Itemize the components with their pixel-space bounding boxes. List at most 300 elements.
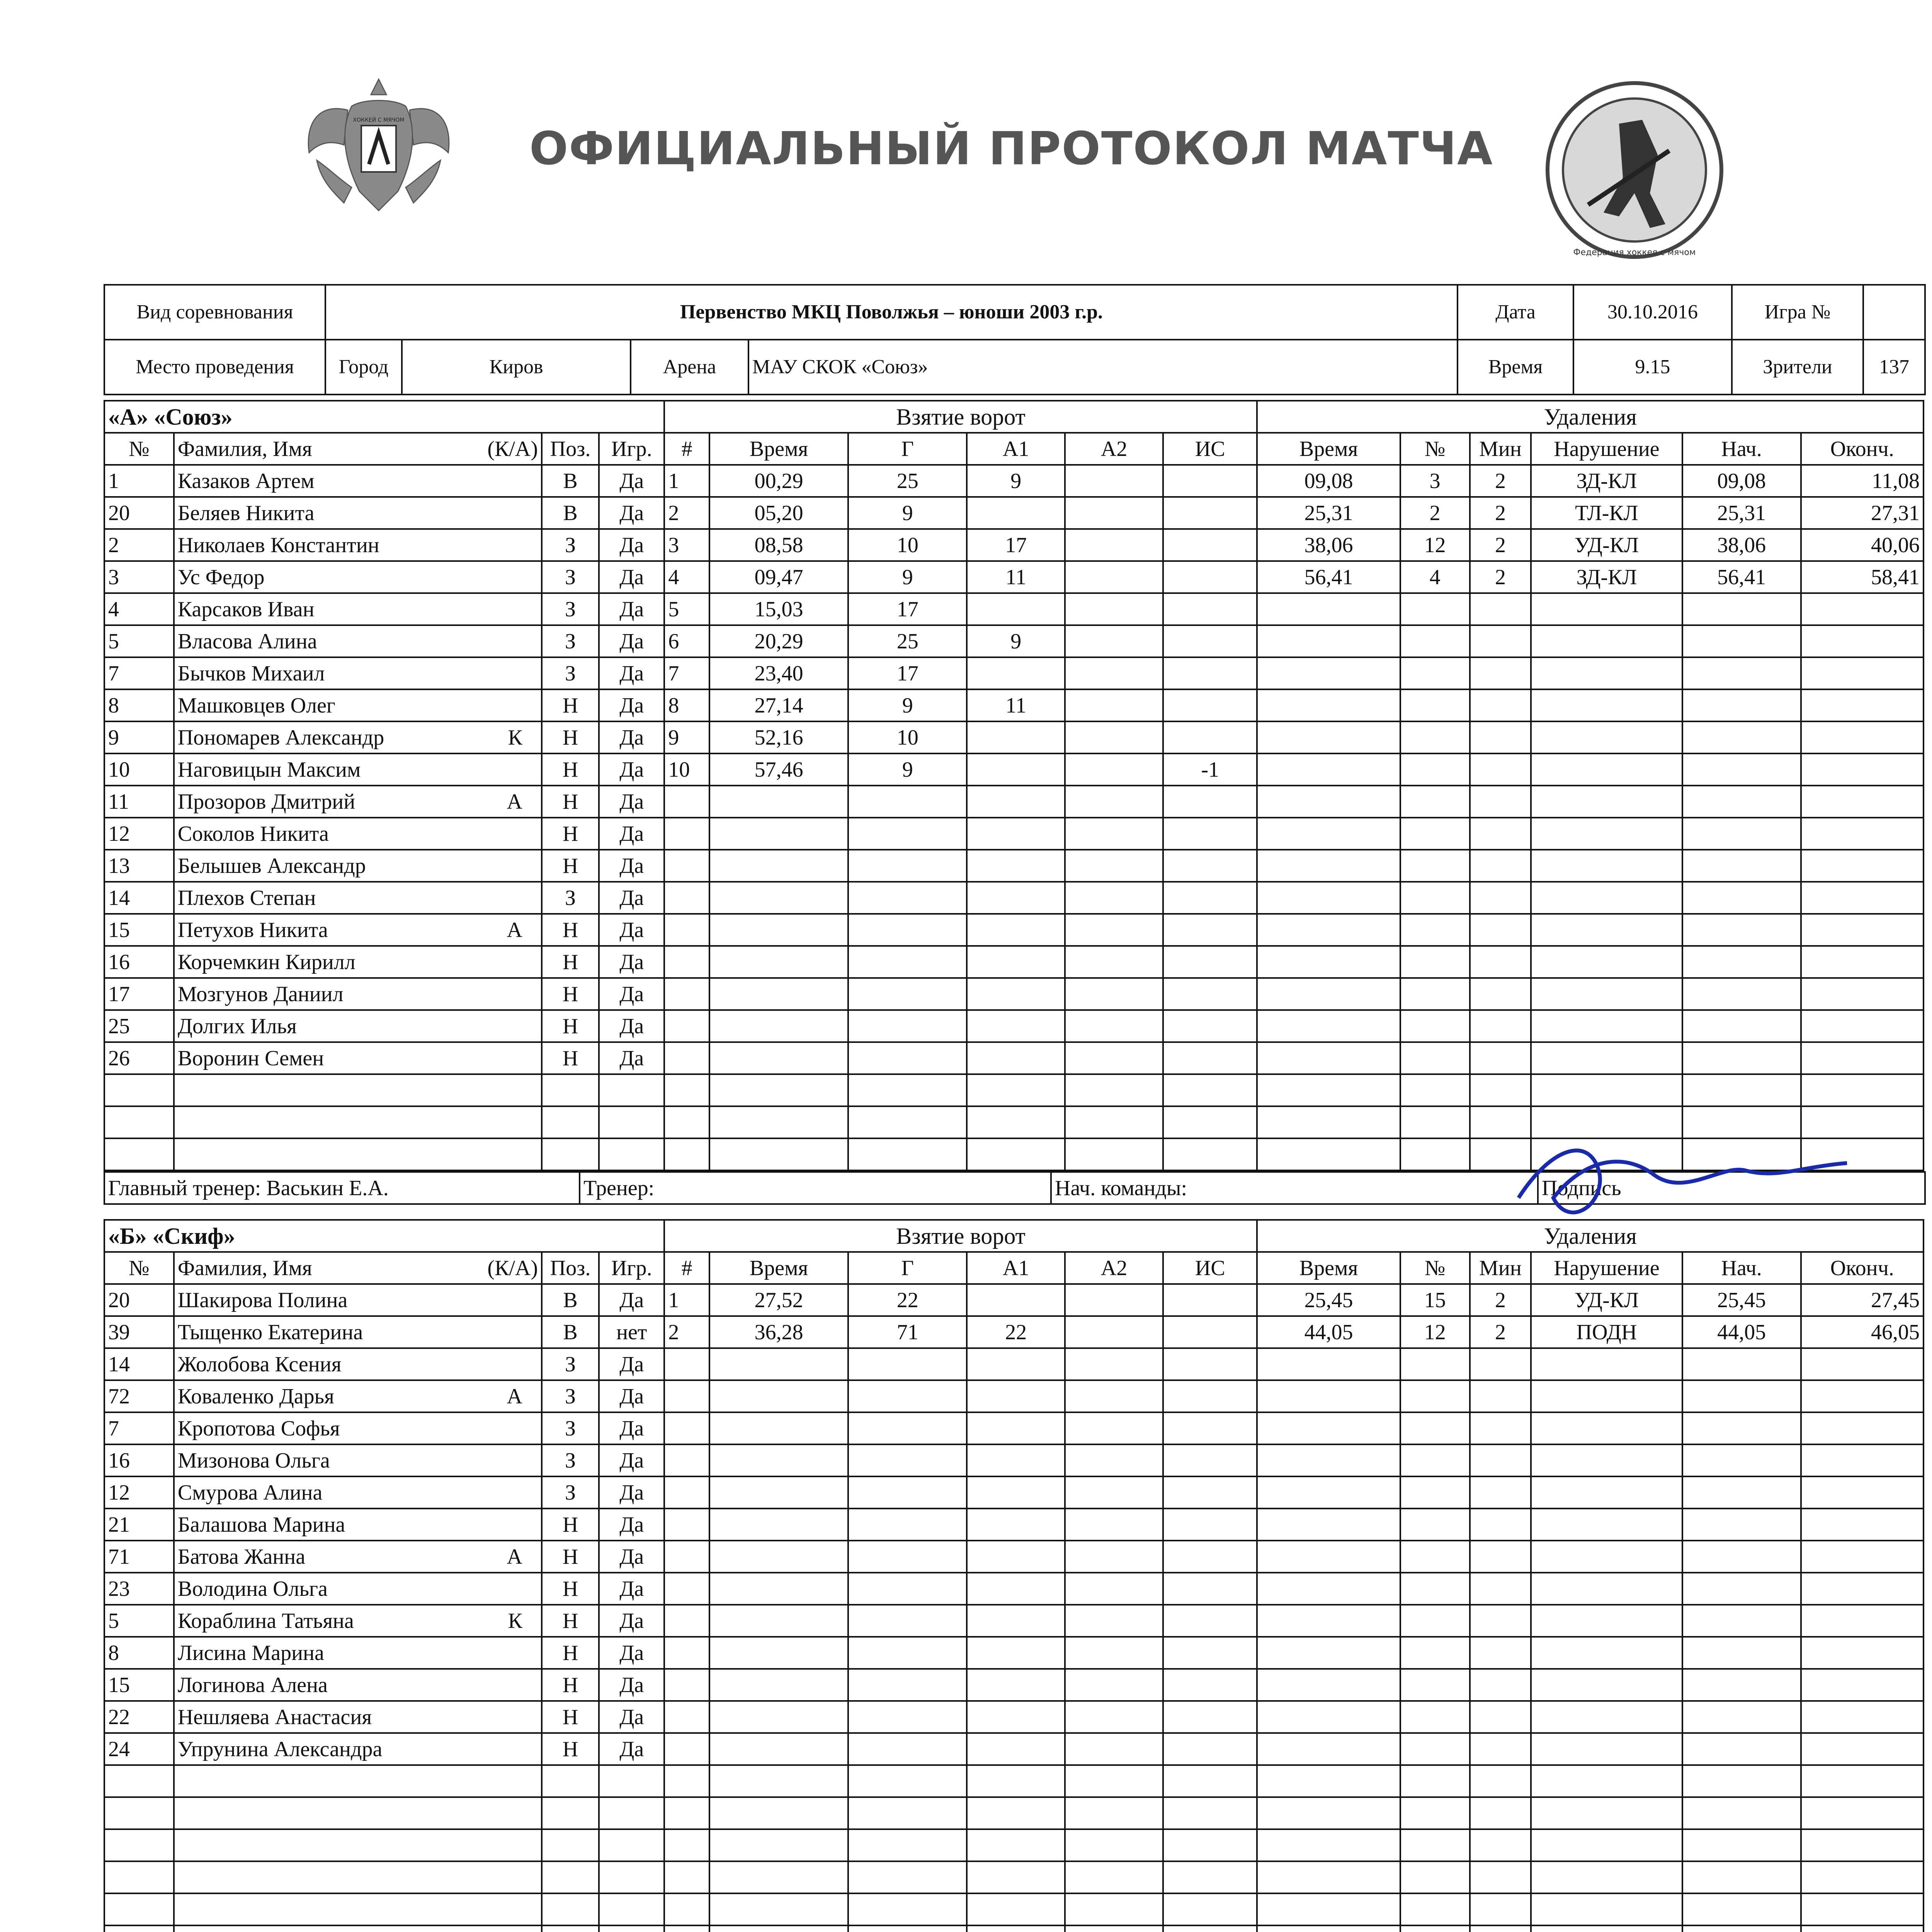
goal-situation bbox=[1163, 1010, 1257, 1042]
penalty-start: 25,31 bbox=[1682, 497, 1801, 529]
player-name bbox=[174, 1861, 542, 1893]
penalty-time: 44,05 bbox=[1257, 1316, 1400, 1348]
arena-label: Арена bbox=[631, 340, 748, 395]
goal-assist-2 bbox=[1065, 465, 1163, 497]
goal-time bbox=[709, 1925, 849, 1932]
penalty-player bbox=[1400, 1412, 1470, 1444]
col-goal-is: ИС bbox=[1163, 1252, 1257, 1284]
col-pen-start: Нач. bbox=[1682, 1252, 1801, 1284]
goal-num bbox=[664, 818, 709, 850]
penalty-player bbox=[1400, 1605, 1470, 1637]
player-pos bbox=[542, 1925, 599, 1932]
team-a-signature-scribble bbox=[1507, 1128, 1855, 1244]
goal-situation bbox=[1163, 1509, 1257, 1541]
penalty-start bbox=[1682, 1893, 1801, 1925]
penalty-violation bbox=[1531, 914, 1682, 946]
col-pen-time: Время bbox=[1257, 433, 1400, 465]
penalty-end: 40,06 bbox=[1801, 529, 1923, 561]
col-num: № bbox=[104, 433, 174, 465]
goal-assist-2 bbox=[1065, 850, 1163, 882]
penalty-minutes: 2 bbox=[1470, 1316, 1531, 1348]
goal-time bbox=[709, 882, 849, 914]
goal-situation bbox=[1163, 978, 1257, 1010]
penalty-time bbox=[1257, 689, 1400, 721]
penalty-minutes bbox=[1470, 946, 1531, 978]
goal-assist-2 bbox=[1065, 1380, 1163, 1412]
penalty-player bbox=[1400, 818, 1470, 850]
player-name: Соколов Никита bbox=[174, 818, 542, 850]
goal-assist-2 bbox=[1065, 1074, 1163, 1106]
penalty-player bbox=[1400, 1733, 1470, 1765]
player-played: Да bbox=[599, 1476, 664, 1509]
goal-assist-1 bbox=[967, 946, 1065, 978]
player-name: Ус Федор bbox=[174, 561, 542, 593]
goal-num bbox=[664, 1074, 709, 1106]
penalty-minutes bbox=[1470, 1348, 1531, 1380]
player-name bbox=[174, 1925, 542, 1932]
goal-assist-2 bbox=[1065, 561, 1163, 593]
goal-assist-1 bbox=[967, 1925, 1065, 1932]
player-num bbox=[104, 1106, 174, 1138]
goal-assist-1 bbox=[967, 1509, 1065, 1541]
goal-assist-1: 11 bbox=[967, 561, 1065, 593]
player-played bbox=[599, 1138, 664, 1170]
player-name: Логинова Алена bbox=[174, 1669, 542, 1701]
goal-situation bbox=[1163, 1733, 1257, 1765]
goal-situation bbox=[1163, 946, 1257, 978]
goal-num bbox=[664, 914, 709, 946]
goal-num bbox=[664, 1380, 709, 1412]
goal-assist-2 bbox=[1065, 625, 1163, 657]
goal-scorer bbox=[848, 882, 967, 914]
player-pos: З bbox=[542, 561, 599, 593]
goal-assist-1 bbox=[967, 593, 1065, 625]
goal-num bbox=[664, 1573, 709, 1605]
goal-num bbox=[664, 1138, 709, 1170]
player-name: Власова Алина bbox=[174, 625, 542, 657]
player-num: 3 bbox=[104, 561, 174, 593]
goal-scorer bbox=[848, 850, 967, 882]
player-pos: Н bbox=[542, 1573, 599, 1605]
penalty-player bbox=[1400, 1861, 1470, 1893]
goal-scorer bbox=[848, 1861, 967, 1893]
penalty-start bbox=[1682, 1701, 1801, 1733]
player-played: Да bbox=[599, 1348, 664, 1380]
goal-assist-1 bbox=[967, 1637, 1065, 1669]
goal-assist-1 bbox=[967, 1138, 1065, 1170]
player-num: 12 bbox=[104, 818, 174, 850]
col-goal-a2: А2 bbox=[1065, 433, 1163, 465]
col-goal-a2: А2 bbox=[1065, 1252, 1163, 1284]
goal-scorer: 71 bbox=[848, 1316, 967, 1348]
player-played: Да bbox=[599, 1605, 664, 1637]
goal-scorer bbox=[848, 1573, 967, 1605]
penalty-player bbox=[1400, 721, 1470, 753]
table-row bbox=[104, 1637, 1923, 1669]
penalty-player bbox=[1400, 786, 1470, 818]
goal-situation bbox=[1163, 689, 1257, 721]
player-played: Да bbox=[599, 689, 664, 721]
penalty-violation bbox=[1531, 689, 1682, 721]
goal-time: 20,29 bbox=[709, 625, 849, 657]
player-pos bbox=[542, 1861, 599, 1893]
penalty-minutes bbox=[1470, 657, 1531, 689]
penalty-player bbox=[1400, 1541, 1470, 1573]
goal-num: 5 bbox=[664, 593, 709, 625]
player-name: Прозоров Дмитрий А bbox=[174, 786, 542, 818]
penalty-minutes bbox=[1470, 1605, 1531, 1637]
goal-assist-2 bbox=[1065, 1541, 1163, 1573]
penalty-time bbox=[1257, 914, 1400, 946]
goal-assist-2 bbox=[1065, 1138, 1163, 1170]
player-pos: Н bbox=[542, 1733, 599, 1765]
col-pen-min: Мин bbox=[1470, 433, 1531, 465]
goal-assist-1 bbox=[967, 497, 1065, 529]
table-row bbox=[104, 1042, 1923, 1074]
penalty-start bbox=[1682, 1380, 1801, 1412]
goal-time bbox=[709, 1573, 849, 1605]
table-row bbox=[104, 1765, 1923, 1797]
table-row bbox=[104, 978, 1923, 1010]
player-num: 11 bbox=[104, 786, 174, 818]
table-row bbox=[104, 1476, 1923, 1509]
goal-scorer bbox=[848, 1893, 967, 1925]
goal-situation bbox=[1163, 818, 1257, 850]
goal-assist-1 bbox=[967, 850, 1065, 882]
penalty-end bbox=[1801, 593, 1923, 625]
table-row bbox=[104, 1925, 1923, 1932]
table-row bbox=[104, 1573, 1923, 1605]
penalty-time bbox=[1257, 625, 1400, 657]
penalty-violation bbox=[1531, 753, 1682, 786]
penalty-time bbox=[1257, 1605, 1400, 1637]
penalty-start: 44,05 bbox=[1682, 1316, 1801, 1348]
penalty-end bbox=[1801, 1605, 1923, 1637]
penalty-player bbox=[1400, 1765, 1470, 1797]
penalty-minutes bbox=[1470, 625, 1531, 657]
player-played: Да bbox=[599, 721, 664, 753]
goal-num: 6 bbox=[664, 625, 709, 657]
goal-assist-1: 22 bbox=[967, 1316, 1065, 1348]
goal-scorer bbox=[848, 1829, 967, 1861]
player-name bbox=[174, 1074, 542, 1106]
player-num: 20 bbox=[104, 497, 174, 529]
penalty-end bbox=[1801, 1042, 1923, 1074]
penalty-time bbox=[1257, 1861, 1400, 1893]
penalty-time bbox=[1257, 1541, 1400, 1573]
table-row bbox=[104, 914, 1923, 946]
table-row bbox=[104, 1541, 1923, 1573]
player-played: Да bbox=[599, 753, 664, 786]
penalty-minutes bbox=[1470, 593, 1531, 625]
goal-assist-2 bbox=[1065, 1797, 1163, 1829]
player-num: 23 bbox=[104, 1573, 174, 1605]
penalty-player bbox=[1400, 1074, 1470, 1106]
penalty-violation bbox=[1531, 721, 1682, 753]
player-pos bbox=[542, 1765, 599, 1797]
penalty-time bbox=[1257, 1010, 1400, 1042]
goal-situation bbox=[1163, 1637, 1257, 1669]
penalty-start bbox=[1682, 1573, 1801, 1605]
goal-assist-2 bbox=[1065, 689, 1163, 721]
penalty-time: 09,08 bbox=[1257, 465, 1400, 497]
goal-time bbox=[709, 1861, 849, 1893]
penalty-minutes: 2 bbox=[1470, 561, 1531, 593]
penalty-player bbox=[1400, 689, 1470, 721]
goal-time: 27,52 bbox=[709, 1284, 849, 1316]
goal-num: 1 bbox=[664, 465, 709, 497]
player-pos bbox=[542, 1797, 599, 1829]
goal-time: 27,14 bbox=[709, 689, 849, 721]
penalty-end bbox=[1801, 689, 1923, 721]
table-row bbox=[104, 689, 1923, 721]
penalty-end bbox=[1801, 1701, 1923, 1733]
goal-num: 4 bbox=[664, 561, 709, 593]
penalty-end bbox=[1801, 1861, 1923, 1893]
col-goal-g: Г bbox=[848, 433, 967, 465]
goal-situation bbox=[1163, 1444, 1257, 1476]
goal-time bbox=[709, 1541, 849, 1573]
penalty-end bbox=[1801, 1380, 1923, 1412]
player-num bbox=[104, 1765, 174, 1797]
table-row bbox=[104, 1829, 1923, 1861]
goal-scorer bbox=[848, 1476, 967, 1509]
player-name: Бычков Михаил bbox=[174, 657, 542, 689]
penalty-minutes bbox=[1470, 1637, 1531, 1669]
player-played bbox=[599, 1797, 664, 1829]
goal-situation bbox=[1163, 1861, 1257, 1893]
player-num: 2 bbox=[104, 529, 174, 561]
penalty-player bbox=[1400, 1893, 1470, 1925]
player-name bbox=[174, 1138, 542, 1170]
penalty-start: 38,06 bbox=[1682, 529, 1801, 561]
goal-scorer bbox=[848, 1106, 967, 1138]
penalty-player bbox=[1400, 1925, 1470, 1932]
table-row bbox=[104, 1412, 1923, 1444]
col-goal-num: # bbox=[664, 433, 709, 465]
table-row bbox=[104, 1861, 1923, 1893]
goal-time bbox=[709, 946, 849, 978]
goal-assist-2 bbox=[1065, 946, 1163, 978]
penalty-minutes bbox=[1470, 1765, 1531, 1797]
penalty-minutes bbox=[1470, 1444, 1531, 1476]
goal-assist-1 bbox=[967, 1765, 1065, 1797]
penalty-time bbox=[1257, 1829, 1400, 1861]
goal-assist-1 bbox=[967, 978, 1065, 1010]
player-pos: Н bbox=[542, 1541, 599, 1573]
player-played: Да bbox=[599, 946, 664, 978]
goal-assist-2 bbox=[1065, 1573, 1163, 1605]
col-pen-violation: Нарушение bbox=[1531, 1252, 1682, 1284]
bandy-federation-logo bbox=[1542, 77, 1727, 263]
logo-left-text: ХОККЕЙ С МЯЧОМ bbox=[353, 117, 405, 123]
goal-assist-2 bbox=[1065, 1637, 1163, 1669]
penalty-violation bbox=[1531, 1765, 1682, 1797]
col-goal-time: Время bbox=[709, 433, 849, 465]
penalty-minutes bbox=[1470, 978, 1531, 1010]
player-name: Тыщенко Екатерина bbox=[174, 1316, 542, 1348]
goal-time bbox=[709, 1476, 849, 1509]
goal-num bbox=[664, 1348, 709, 1380]
penalty-time bbox=[1257, 593, 1400, 625]
penalty-time bbox=[1257, 1893, 1400, 1925]
penalty-minutes bbox=[1470, 818, 1531, 850]
goal-assist-1 bbox=[967, 1669, 1065, 1701]
penalty-player: 12 bbox=[1400, 1316, 1470, 1348]
penalty-end bbox=[1801, 978, 1923, 1010]
goal-num: 2 bbox=[664, 1316, 709, 1348]
player-name: Смурова Алина bbox=[174, 1476, 542, 1509]
goal-scorer: 25 bbox=[848, 465, 967, 497]
goal-time bbox=[709, 1380, 849, 1412]
penalty-player bbox=[1400, 1106, 1470, 1138]
goal-situation bbox=[1163, 1042, 1257, 1074]
penalty-start bbox=[1682, 1765, 1801, 1797]
table-row bbox=[104, 529, 1923, 561]
goal-assist-2 bbox=[1065, 1476, 1163, 1509]
goal-scorer bbox=[848, 1412, 967, 1444]
goal-num bbox=[664, 1701, 709, 1733]
penalty-minutes bbox=[1470, 753, 1531, 786]
goal-assist-2 bbox=[1065, 721, 1163, 753]
penalty-start bbox=[1682, 1476, 1801, 1509]
player-name bbox=[174, 1765, 542, 1797]
player-num: 7 bbox=[104, 657, 174, 689]
penalty-player bbox=[1400, 1509, 1470, 1541]
player-name: Кораблина Татьяна К bbox=[174, 1605, 542, 1637]
player-name: Корчемкин Кирилл bbox=[174, 946, 542, 978]
player-pos: В bbox=[542, 497, 599, 529]
goal-assist-1 bbox=[967, 1605, 1065, 1637]
penalty-violation bbox=[1531, 1733, 1682, 1765]
goal-assist-2 bbox=[1065, 1861, 1163, 1893]
goal-scorer: 10 bbox=[848, 721, 967, 753]
player-played: Да bbox=[599, 1380, 664, 1412]
player-num: 21 bbox=[104, 1509, 174, 1541]
player-name bbox=[174, 1106, 542, 1138]
penalty-minutes bbox=[1470, 1669, 1531, 1701]
penalty-minutes bbox=[1470, 1509, 1531, 1541]
penalty-end bbox=[1801, 1829, 1923, 1861]
player-pos bbox=[542, 1893, 599, 1925]
goal-assist-1 bbox=[967, 1284, 1065, 1316]
goal-assist-1 bbox=[967, 1010, 1065, 1042]
penalty-time bbox=[1257, 1925, 1400, 1932]
spectators-label: Зрители bbox=[1732, 340, 1863, 395]
player-pos: З bbox=[542, 529, 599, 561]
player-pos: Н bbox=[542, 786, 599, 818]
penalty-violation: ТЛ-КЛ bbox=[1531, 497, 1682, 529]
player-played: Да bbox=[599, 1412, 664, 1444]
date-value: 30.10.2016 bbox=[1573, 285, 1732, 340]
player-pos: Н bbox=[542, 914, 599, 946]
goal-num: 1 bbox=[664, 1284, 709, 1316]
goal-assist-1 bbox=[967, 721, 1065, 753]
penalty-time bbox=[1257, 1669, 1400, 1701]
col-pen-num: № bbox=[1400, 433, 1470, 465]
penalty-time bbox=[1257, 753, 1400, 786]
goal-time: 36,28 bbox=[709, 1316, 849, 1348]
col-pos: Поз. bbox=[542, 433, 599, 465]
goal-situation bbox=[1163, 1701, 1257, 1733]
goal-time: 09,47 bbox=[709, 561, 849, 593]
team-a-chief: Нач. команды: bbox=[1051, 1172, 1538, 1204]
goal-time bbox=[709, 1829, 849, 1861]
goal-scorer: 9 bbox=[848, 689, 967, 721]
penalty-end bbox=[1801, 1476, 1923, 1509]
player-num: 24 bbox=[104, 1733, 174, 1765]
col-pen-num: № bbox=[1400, 1252, 1470, 1284]
penalty-time bbox=[1257, 850, 1400, 882]
penalty-time bbox=[1257, 1412, 1400, 1444]
goal-assist-2 bbox=[1065, 1669, 1163, 1701]
spectators-value: 137 bbox=[1863, 340, 1925, 395]
penalty-time bbox=[1257, 882, 1400, 914]
goal-num bbox=[664, 1893, 709, 1925]
table-row bbox=[104, 753, 1923, 786]
player-pos: В bbox=[542, 1284, 599, 1316]
player-num bbox=[104, 1797, 174, 1829]
player-pos bbox=[542, 1829, 599, 1861]
player-played: Да bbox=[599, 1010, 664, 1042]
penalty-start bbox=[1682, 914, 1801, 946]
penalty-player: 4 bbox=[1400, 561, 1470, 593]
penalty-end bbox=[1801, 850, 1923, 882]
player-played: Да bbox=[599, 1541, 664, 1573]
player-pos: В bbox=[542, 465, 599, 497]
goal-situation bbox=[1163, 1829, 1257, 1861]
goal-situation bbox=[1163, 1138, 1257, 1170]
col-goal-g: Г bbox=[848, 1252, 967, 1284]
penalty-violation bbox=[1531, 1476, 1682, 1509]
goal-time bbox=[709, 1797, 849, 1829]
player-name: Лисина Марина bbox=[174, 1637, 542, 1669]
penalty-player bbox=[1400, 914, 1470, 946]
penalty-start bbox=[1682, 1412, 1801, 1444]
penalty-minutes bbox=[1470, 1925, 1531, 1932]
penalty-end bbox=[1801, 1010, 1923, 1042]
goal-scorer: 17 bbox=[848, 657, 967, 689]
goal-num bbox=[664, 1605, 709, 1637]
goal-scorer bbox=[848, 1348, 967, 1380]
col-pen-end: Оконч. bbox=[1801, 1252, 1923, 1284]
goal-assist-2 bbox=[1065, 593, 1163, 625]
col-goal-is: ИС bbox=[1163, 433, 1257, 465]
goal-situation bbox=[1163, 529, 1257, 561]
penalty-player bbox=[1400, 946, 1470, 978]
player-num: 72 bbox=[104, 1380, 174, 1412]
penalty-time: 25,31 bbox=[1257, 497, 1400, 529]
table-row bbox=[104, 882, 1923, 914]
goal-num bbox=[664, 1541, 709, 1573]
col-pen-start: Нач. bbox=[1682, 433, 1801, 465]
player-pos: З bbox=[542, 1380, 599, 1412]
col-goal-a1: А1 bbox=[967, 433, 1065, 465]
goal-time bbox=[709, 1444, 849, 1476]
goal-assist-1 bbox=[967, 1106, 1065, 1138]
goal-assist-1 bbox=[967, 1348, 1065, 1380]
player-played: Да bbox=[599, 1669, 664, 1701]
city-value: Киров bbox=[402, 340, 631, 395]
penalty-player: 3 bbox=[1400, 465, 1470, 497]
player-num: 4 bbox=[104, 593, 174, 625]
competition-label: Вид соревнования bbox=[104, 285, 325, 340]
player-num: 16 bbox=[104, 946, 174, 978]
player-pos: З bbox=[542, 625, 599, 657]
player-pos: З bbox=[542, 657, 599, 689]
player-played: Да bbox=[599, 914, 664, 946]
goal-assist-2 bbox=[1065, 497, 1163, 529]
